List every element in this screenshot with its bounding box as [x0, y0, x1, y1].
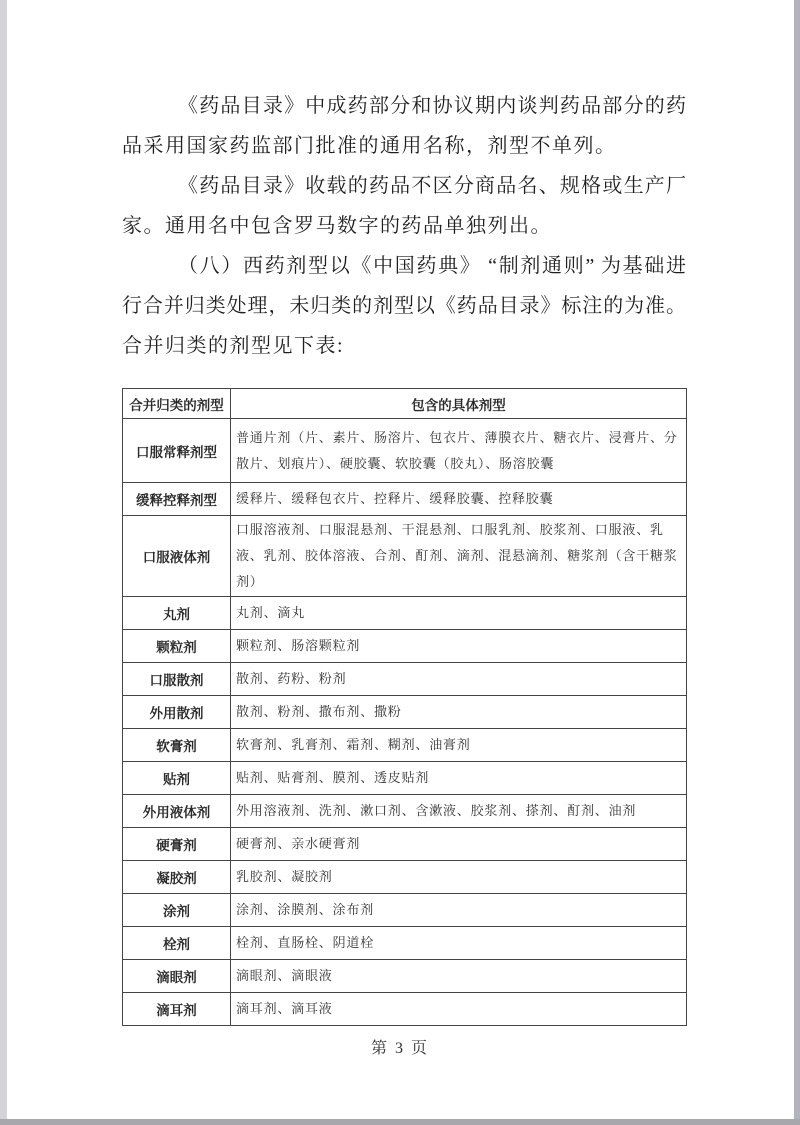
- paragraph-line: 品采用国家药监部门批准的通用名称，剂型不单列。: [122, 135, 617, 157]
- category-cell: 颗粒剂: [123, 630, 231, 663]
- paragraph-line: （八）西药剂型以《中国药典》 “制剂通则” 为基础进: [178, 255, 686, 277]
- category-cell: 软膏剂: [123, 729, 231, 762]
- category-cell: 滴耳剂: [123, 993, 231, 1026]
- table-row: [123, 516, 687, 597]
- page-edge-bottom: [0, 1119, 800, 1125]
- forms-cell: 丸剂、滴丸: [231, 597, 687, 630]
- dosage-form-table: [122, 388, 687, 1026]
- table-row: [123, 960, 687, 993]
- table-row: [123, 894, 687, 927]
- category-cell: 丸剂: [123, 597, 231, 630]
- forms-cell: 软膏剂、乳膏剂、霜剂、糊剂、油膏剂: [231, 729, 687, 762]
- table-row: [123, 993, 687, 1026]
- table-row: [123, 861, 687, 894]
- forms-cell: 贴剂、贴膏剂、膜剂、透皮贴剂: [231, 762, 687, 795]
- paragraph-line: 家。通用名中包含罗马数字的药品单独列出。: [122, 215, 552, 237]
- category-cell: 栓剂: [123, 927, 231, 960]
- category-cell: 硬膏剂: [123, 828, 231, 861]
- forms-cell: 散剂、药粉、粉剂: [231, 663, 687, 696]
- paragraph-line: 《药品目录》收载的药品不区分商品名、规格或生产厂: [178, 175, 686, 197]
- table-row: [123, 483, 687, 516]
- category-cell: 口服液体剂: [123, 516, 231, 597]
- page-edge-left: [0, 0, 7, 1125]
- category-cell: 贴剂: [123, 762, 231, 795]
- forms-cell: 滴耳剂、滴耳液: [231, 993, 687, 1026]
- table-row: [123, 597, 687, 630]
- table-row: [123, 663, 687, 696]
- category-cell: 缓释控释剂型: [123, 483, 231, 516]
- table-row: [123, 729, 687, 762]
- forms-cell: 缓释片、缓释包衣片、控释片、缓释胶囊、控释胶囊: [231, 483, 687, 516]
- forms-cell: 口服溶液剂、口服混悬剂、干混悬剂、口服乳剂、胶浆剂、口服液、乳液、乳剂、胶体溶液、合剂、酊剂、滴剂、混悬滴剂、糖浆剂（含干糖浆剂）: [231, 516, 687, 597]
- paragraph-line: 合并归类的剂型见下表:: [122, 335, 345, 357]
- category-cell: 外用散剂: [123, 696, 231, 729]
- forms-cell: 硬膏剂、亲水硬膏剂: [231, 828, 687, 861]
- table-row: [123, 927, 687, 960]
- forms-cell: 散剂、粉剂、撒布剂、撒粉: [231, 696, 687, 729]
- forms-cell: 乳胶剂、凝胶剂: [231, 861, 687, 894]
- paragraph-line: 《药品目录》中成药部分和协议期内谈判药品部分的药: [178, 95, 686, 117]
- forms-cell: 涂剂、涂膜剂、涂布剂: [231, 894, 687, 927]
- category-cell: 凝胶剂: [123, 861, 231, 894]
- forms-cell: 滴眼剂、滴眼液: [231, 960, 687, 993]
- category-cell: 外用液体剂: [123, 795, 231, 828]
- forms-cell: 外用溶液剂、洗剂、漱口剂、含漱液、胶浆剂、搽剂、酊剂、油剂: [231, 795, 687, 828]
- category-cell: 口服散剂: [123, 663, 231, 696]
- body-text: [122, 86, 686, 366]
- paragraph-line: 行合并归类处理，未归类的剂型以《药品目录》标注的为准。: [122, 295, 686, 317]
- header-category: 合并归类的剂型: [123, 389, 231, 419]
- category-cell: 口服常释剂型: [123, 419, 231, 483]
- category-cell: 滴眼剂: [123, 960, 231, 993]
- table-row: [123, 696, 687, 729]
- category-cell: 涂剂: [123, 894, 231, 927]
- forms-cell: 栓剂、直肠栓、阴道栓: [231, 927, 687, 960]
- table-row: [123, 630, 687, 663]
- table-row: [123, 419, 687, 483]
- forms-cell: 颗粒剂、肠溶颗粒剂: [231, 630, 687, 663]
- table-row: [123, 762, 687, 795]
- page-number: 第 3 页: [370, 1040, 429, 1057]
- page-edge-right: [794, 0, 800, 1125]
- table-row: [123, 828, 687, 861]
- table-row: [123, 795, 687, 828]
- header-forms: 包含的具体剂型: [231, 389, 687, 419]
- forms-cell: 普通片剂（片、素片、肠溶片、包衣片、薄膜衣片、糖衣片、浸膏片、分散片、划痕片）、硬胶囊、软胶囊（胶丸）、肠溶胶囊: [231, 419, 687, 483]
- table-header-row: [123, 389, 687, 419]
